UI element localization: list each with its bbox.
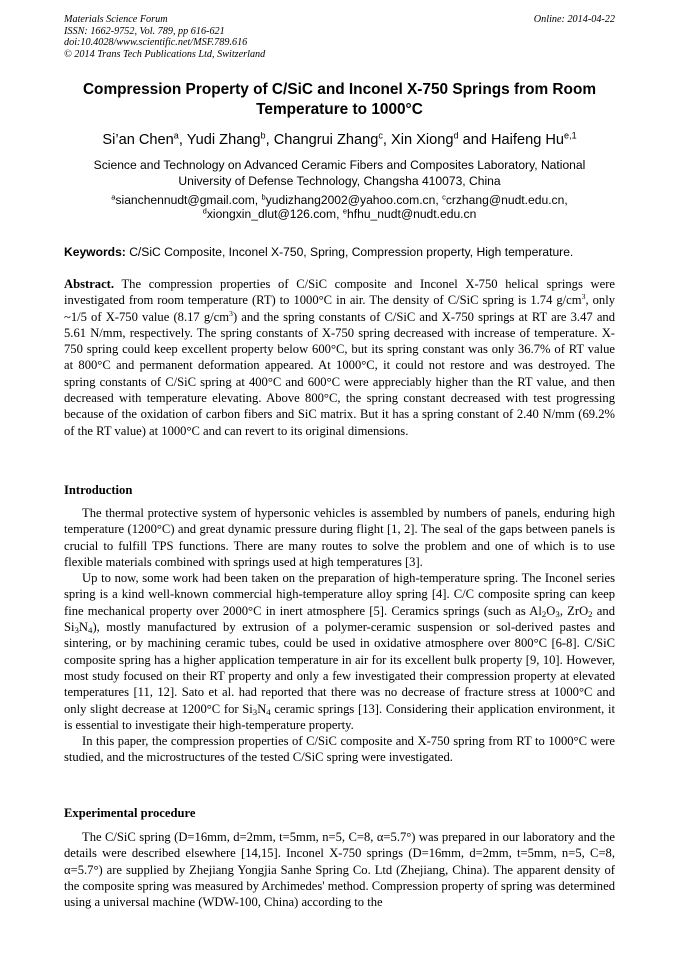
section-heading-experimental: Experimental procedure	[64, 806, 196, 820]
keywords-label: Keywords:	[64, 245, 126, 259]
keywords-text: C/SiC Composite, Inconel X-750, Spring, Compression property, High temperature.	[129, 245, 574, 259]
keywords	[64, 245, 615, 260]
email-mark: b	[261, 192, 266, 202]
abstract-text: The compression properties of C/SiC composite and Inconel X-750 helical springs were investigated from room temperature (RT) to 1000°C in air. The density of C/SiC spring is 1.74 g/cm	[64, 277, 615, 308]
email-mark: a	[111, 192, 116, 202]
abstract-text: ) and the spring constants of C/SiC and X-750 springs at RT are 3.47 and 5.61 N/mm, respectively. The spring constants of X-750 spring decreased with increase of temperature. X-750 spring could keep excellent property below 600°C, but its spring constant was only 36.7% of RT value at 800°C and permanent deformation appeared. At 1000°C, it could not restore and was destroyed. The spring constants of C/SiC spring at 400°C and 600°C were appreciably higher than the RT value, and then decreased with temperature elevating. Above 800°C, the spring constant decreased with test progressing because of the oxidation of carbon fibers and SiC matrix. But it has a spring constant of 2.40 N/mm (69.2% of the RT value) at 1000°C and can revert to its original dimensions.	[64, 309, 616, 438]
text-run: , ZrO	[559, 603, 589, 618]
online-date: Online: 2014-04-22	[533, 14, 615, 25]
subscript: 3	[252, 706, 258, 717]
author-name: Yudi Zhang	[186, 132, 261, 148]
subscript: 4	[88, 624, 93, 635]
author-name: Haifeng Hu	[491, 132, 565, 148]
email-link[interactable]: yudizhang2002@yahoo.com.cn,	[265, 193, 439, 207]
author-separator: and	[458, 132, 492, 148]
email-line-1	[64, 194, 615, 208]
subscript: 3	[555, 608, 560, 619]
paper-title	[64, 80, 615, 120]
email-mark: e	[342, 205, 348, 215]
journal-name: Materials Science Forum	[64, 14, 168, 25]
superscript: 3	[581, 292, 586, 302]
section-experimental	[64, 829, 615, 910]
abstract	[64, 276, 615, 439]
journal-header	[64, 14, 615, 60]
affiliation-line-2: University of Defense Technology, Changsha 410073, China	[178, 173, 501, 188]
author-mark: c	[378, 130, 383, 141]
copyright: © 2014 Trans Tech Publications Ltd, Switzerland	[64, 48, 266, 60]
email-list	[64, 194, 615, 221]
email-link[interactable]: hfhu_nudt@nudt.edu.cn	[347, 206, 477, 221]
author-name: Changrui Zhang	[273, 132, 379, 148]
email-mark: c	[442, 192, 446, 202]
author-mark: d	[453, 130, 459, 141]
doi: doi:10.4028/www.scientific.net/MSF.789.616	[64, 37, 248, 49]
author-separator: ,	[382, 132, 392, 148]
subscript: 4	[266, 706, 271, 717]
section-introduction	[64, 505, 615, 766]
title-line-1: Compression Property of C/SiC and Inconel X-750 Springs from Room	[82, 81, 597, 98]
subscript: 2	[588, 608, 593, 619]
paragraph: The thermal protective system of hypersonic vehicles is assembled by numbers of panels, enduring high temperature (1200°C) and great dynamic pressure during flight [1, 2]. The seal of the gaps between panels is crucial to fulfill TPS functions. There are many routes to solve the problem and one of which is to use flexible materials combined with springs used at high temperatures [3].	[64, 506, 615, 569]
subscript: 2	[541, 608, 547, 619]
author-separator: ,	[178, 132, 187, 148]
email-link[interactable]: xiongxin_dlut@126.com,	[206, 206, 340, 221]
abstract-text: , only ~1/5 of X-750 value (8.17 g/cm	[64, 293, 616, 324]
author-mark: a	[173, 130, 179, 141]
text-run: ceramic springs [13]. Considering their application environment, it is essential to investigate their high-temperature property.	[64, 701, 615, 732]
superscript: 3	[229, 308, 233, 318]
author-mark: b	[260, 130, 266, 141]
email-link[interactable]: sianchennudt@gmail.com,	[115, 193, 259, 207]
text-run: O	[546, 603, 556, 618]
paragraph: In this paper, the compression properties of C/SiC composite and X-750 spring from RT to 1000°C were studied, and the microstructures of the tested C/SiC spring were investigated.	[64, 734, 615, 765]
affiliation-line-1: Science and Technology on Advanced Ceramic Fibers and Composites Laboratory, National	[93, 158, 586, 172]
text-run: and Si	[64, 603, 615, 635]
affiliation	[64, 158, 615, 189]
email-mark: d	[202, 205, 207, 215]
paragraph	[64, 570, 615, 733]
text-run: ), mostly manufactured by extrusion of a polymer-ceramic suspension or sol-derived pastes and sintering, or by machining ceramic tubes, could be used in oxidative atmosphere over 800°C [6-8]. C/SiC composite spring has a higher application temperature in air for its excellent bulk property [9, 10]. However, most study focused on their RT property and only a few investigated their compression property at elevated temperatures [11, 12]. Sato et al. had reported that there was no decrease of fracture stress at 1000°C and only slight decrease at 1200°C for Si	[64, 620, 615, 716]
text-run: N	[257, 701, 267, 716]
section-heading-introduction: Introduction	[64, 483, 133, 497]
text-run: N	[78, 620, 89, 635]
paragraph: The C/SiC spring (D=16mm, d=2mm, t=5mm, n=5, C=8, α=5.7°) was prepared in our laboratory and the details were described elsewhere [14,15]. Inconel X-750 springs (D=16mm, d=2mm, t=5mm, n=5, C=8, α=5.7°) are supplied by Zhejiang Yongjia Sanhe Spring Co. Ltd (Zhejiang, China). The apparent density of the composite spring was measured by Archimedes' method. Compression property of spring was determined using a universal machine (WDW-100, China) according to the	[64, 830, 615, 910]
author-list	[64, 131, 615, 149]
issn: ISSN: 1662-9752, Vol. 789, pp 616-621	[64, 25, 225, 37]
author-name: Si’an Chen	[102, 132, 174, 148]
abstract-label: Abstract.	[64, 277, 115, 291]
subscript: 3	[74, 624, 79, 635]
author-mark: e,1	[564, 130, 577, 141]
title-line-2: Temperature to 1000°C	[256, 101, 423, 118]
author-name: Xin Xiong	[391, 132, 454, 148]
author-separator: ,	[265, 132, 274, 148]
text-run: Up to now, some work had been taken on the preparation of high-temperature spring. The Inconel series spring is a kind well-known commercial high-temperature alloy spring [4]. C/C composite spring can keep fine mechanical property over 2000°C in inert atmosphere [5]. Ceramics springs (such as Al	[64, 571, 615, 618]
email-link[interactable]: crzhang@nudt.edu.cn,	[445, 193, 568, 207]
email-line-2	[64, 205, 615, 222]
